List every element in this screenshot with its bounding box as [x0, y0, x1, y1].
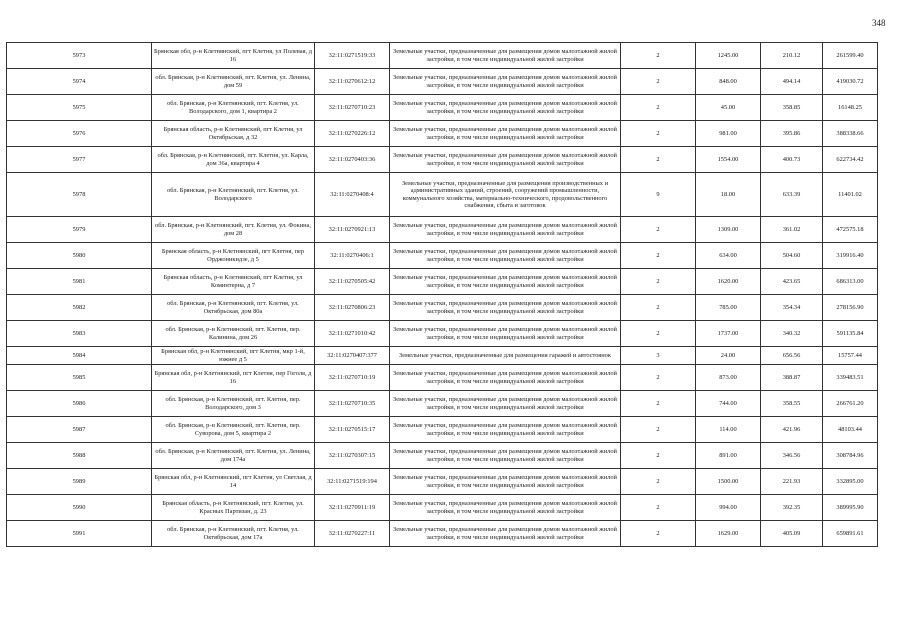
area-cell: 744.00: [696, 391, 761, 417]
cadastral-number-cell: 32:11:0270911:19: [315, 495, 390, 521]
area-cell: 18.00: [696, 173, 761, 217]
cadastral-number-cell: 32:11:0270407:377: [315, 347, 390, 365]
group-code-cell: 2: [621, 147, 696, 173]
cadastral-number-cell: 32:11:0271519:194: [315, 469, 390, 495]
area-cell: 891.00: [696, 443, 761, 469]
area-cell: 24.00: [696, 347, 761, 365]
specific-value-cell: 340.32: [761, 321, 823, 347]
specific-value-cell: 423.65: [761, 269, 823, 295]
row-number: 5982: [7, 295, 152, 321]
group-code-cell: 2: [621, 365, 696, 391]
row-number: 5975: [7, 95, 152, 121]
table-row: [7, 495, 878, 521]
cadastral-number-cell: 32:11:0271519:33: [315, 43, 390, 69]
specific-value-cell: 361.02: [761, 217, 823, 243]
group-code-cell: 2: [621, 43, 696, 69]
address-cell: обл. Брянская, р-н Клетнянский, пгт. Клетня, пер. Калинина, дом 26: [152, 321, 315, 347]
table-row: [7, 147, 878, 173]
group-code-cell: 2: [621, 417, 696, 443]
land-purpose-cell: Земельные участки, предназначенные для размещения домов малоэтажной жилой застройки, в том числе индивидуальной жилой застройки: [390, 95, 621, 121]
cadastral-value-cell: 419030.72: [823, 69, 878, 95]
cadastral-value-cell: 591135.84: [823, 321, 878, 347]
specific-value-cell: 494.14: [761, 69, 823, 95]
land-purpose-cell: Земельные участки, предназначенные для размещения домов малоэтажной жилой застройки, в том числе индивидуальной жилой застройки: [390, 295, 621, 321]
area-cell: 785.00: [696, 295, 761, 321]
specific-value-cell: 210.12: [761, 43, 823, 69]
area-cell: 1737.00: [696, 321, 761, 347]
cadastral-number-cell: 32:11:0271010:42: [315, 321, 390, 347]
cadastral-value-cell: 339483.51: [823, 365, 878, 391]
table-row: [7, 295, 878, 321]
table-row: [7, 217, 878, 243]
table-row: [7, 391, 878, 417]
area-cell: 45.00: [696, 95, 761, 121]
land-purpose-cell: Земельные участки, предназначенные для размещения домов малоэтажной жилой застройки, в том числе индивидуальной жилой застройки: [390, 495, 621, 521]
row-number: 5984: [7, 347, 152, 365]
cadastral-number-cell: 32:11:0270307:15: [315, 443, 390, 469]
cadastral-number-cell: 32:11:0270403:36: [315, 147, 390, 173]
row-number: 5985: [7, 365, 152, 391]
area-cell: 981.00: [696, 121, 761, 147]
cadastral-value-cell: 308784.96: [823, 443, 878, 469]
cadastral-value-cell: 16148.25: [823, 95, 878, 121]
group-code-cell: 2: [621, 95, 696, 121]
specific-value-cell: 388.87: [761, 365, 823, 391]
group-code-cell: 3: [621, 347, 696, 365]
row-number: 5974: [7, 69, 152, 95]
row-number: 5977: [7, 147, 152, 173]
table-row: [7, 417, 878, 443]
area-cell: 1309.00: [696, 217, 761, 243]
cadastral-value-cell: 389995.90: [823, 495, 878, 521]
land-purpose-cell: Земельные участки, предназначенные для размещения домов малоэтажной жилой застройки, в том числе индивидуальной жилой застройки: [390, 391, 621, 417]
table-row: [7, 69, 878, 95]
specific-value-cell: 354.34: [761, 295, 823, 321]
specific-value-cell: 405.09: [761, 521, 823, 547]
table-row: [7, 469, 878, 495]
table-row: [7, 43, 878, 69]
group-code-cell: 2: [621, 443, 696, 469]
registry-body: [7, 43, 878, 547]
land-purpose-cell: Земельные участки, предназначенные для размещения домов малоэтажной жилой застройки, в том числе индивидуальной жилой застройки: [390, 217, 621, 243]
cadastral-value-cell: 319916.40: [823, 243, 878, 269]
cadastral-number-cell: 32:11:0270612:12: [315, 69, 390, 95]
cadastral-value-cell: 48103.44: [823, 417, 878, 443]
address-cell: Брянская область, р-н Клетнянский, пгт. Клетня, ул. Красных Партизан, д. 23: [152, 495, 315, 521]
land-purpose-cell: Земельные участки, предназначенные для размещения домов малоэтажной жилой застройки, в том числе индивидуальной жилой застройки: [390, 43, 621, 69]
address-cell: обл. Брянская, р-н Клетнянский, пгт. Клетня, ул. Володарского: [152, 173, 315, 217]
row-number: 5987: [7, 417, 152, 443]
cadastral-number-cell: 32:11:0270406:1: [315, 243, 390, 269]
table-row: [7, 121, 878, 147]
address-cell: обл. Брянская, р-н Клетнянский, пгт. Клетня, ул. Володарского, дом 1, квартира 2: [152, 95, 315, 121]
land-purpose-cell: Земельные участки, предназначенные для размещения домов малоэтажной жилой застройки, в том числе индивидуальной жилой застройки: [390, 269, 621, 295]
area-cell: 1500.00: [696, 469, 761, 495]
address-cell: Брянская область, р-н Клетнянский, пгт Клетня, пер Орджоникидзе, д 5: [152, 243, 315, 269]
address-cell: обл. Брянская, р-н Клетнянский, пгт. Клетня, ул. Октябрьская, дом 17а: [152, 521, 315, 547]
group-code-cell: 2: [621, 121, 696, 147]
area-cell: 1554.00: [696, 147, 761, 173]
cadastral-value-cell: 261599.40: [823, 43, 878, 69]
specific-value-cell: 392.35: [761, 495, 823, 521]
group-code-cell: 2: [621, 469, 696, 495]
address-cell: обл. Брянская, р-н Клетнянский, пгт. Клетня, ул. Фокина, дом 28: [152, 217, 315, 243]
cadastral-number-cell: 32:11:0270515:17: [315, 417, 390, 443]
table-row: [7, 347, 878, 365]
address-cell: обл. Брянская, р-н Клетнянский, пгт. Клетня, ул. Карла, дом 36а, квартира 4: [152, 147, 315, 173]
group-code-cell: 2: [621, 243, 696, 269]
row-number: 5989: [7, 469, 152, 495]
cadastral-value-cell: 11401.02: [823, 173, 878, 217]
group-code-cell: 2: [621, 269, 696, 295]
row-number: 5990: [7, 495, 152, 521]
table-row: [7, 521, 878, 547]
specific-value-cell: 421.96: [761, 417, 823, 443]
address-cell: обл. Брянская, р-н Клетнянский, пгт. Клетня, ул. Ленина, дом 59: [152, 69, 315, 95]
table-row: [7, 269, 878, 295]
group-code-cell: 2: [621, 69, 696, 95]
address-cell: Брянская обл, р-н Клетнянский, пгт Клетня, ул Светлая, д 14: [152, 469, 315, 495]
address-cell: обл. Брянская, р-н Клетнянский, пгт. Клетня, ул. Ленина, дом 174а: [152, 443, 315, 469]
table-row: [7, 95, 878, 121]
area-cell: 873.00: [696, 365, 761, 391]
cadastral-value-cell: 686313.00: [823, 269, 878, 295]
land-purpose-cell: Земельные участки, предназначенные для размещения производственных и административных зданий, строений, сооружений промышленности, коммунального хозяйства, материально-технического, продовольственного снабжения, сбыта и заготовок: [390, 173, 621, 217]
land-purpose-cell: Земельные участки, предназначенные для размещения домов малоэтажной жилой застройки, в том числе индивидуальной жилой застройки: [390, 365, 621, 391]
row-number: 5978: [7, 173, 152, 217]
land-registry-table: [6, 42, 878, 547]
area-cell: 994.00: [696, 495, 761, 521]
row-number: 5991: [7, 521, 152, 547]
row-number: 5981: [7, 269, 152, 295]
cadastral-value-cell: 472575.18: [823, 217, 878, 243]
area-cell: 1245.00: [696, 43, 761, 69]
table-row: [7, 243, 878, 269]
cadastral-value-cell: 278156.90: [823, 295, 878, 321]
address-cell: Брянская обл, р-н Клетнянский, пгт Клетня, мкр 1-й, южнее д 5: [152, 347, 315, 365]
land-purpose-cell: Земельные участки, предназначенные для размещения домов малоэтажной жилой застройки, в том числе индивидуальной жилой застройки: [390, 321, 621, 347]
specific-value-cell: 358.55: [761, 391, 823, 417]
row-number: 5986: [7, 391, 152, 417]
cadastral-number-cell: 32:11:0270710:35: [315, 391, 390, 417]
cadastral-number-cell: 32:11:0270921:13: [315, 217, 390, 243]
address-cell: обл. Брянская, р-н Клетнянский, пгт. Клетня, ул. Октябрьская, дом 80а: [152, 295, 315, 321]
cadastral-value-cell: 15757.44: [823, 347, 878, 365]
land-purpose-cell: Земельные участки, предназначенные для размещения домов малоэтажной жилой застройки, в том числе индивидуальной жилой застройки: [390, 417, 621, 443]
row-number: 5979: [7, 217, 152, 243]
land-purpose-cell: Земельные участки, предназначенные для размещения домов малоэтажной жилой застройки, в том числе индивидуальной жилой застройки: [390, 243, 621, 269]
address-cell: Брянская обл, р-н Клетнянский, пгт Клетня, пер Гоголя, д 16: [152, 365, 315, 391]
address-cell: Брянская обл, р-н Клетнянский, пгт Клетня, ул Полевая, д 16: [152, 43, 315, 69]
area-cell: 634.00: [696, 243, 761, 269]
address-cell: обл. Брянская, р-н Клетнянский, пгт. Клетня, пер. Володарского, дом 3: [152, 391, 315, 417]
row-number: 5988: [7, 443, 152, 469]
row-number: 5983: [7, 321, 152, 347]
group-code-cell: 9: [621, 173, 696, 217]
row-number: 5980: [7, 243, 152, 269]
specific-value-cell: 395.86: [761, 121, 823, 147]
land-purpose-cell: Земельные участки, предназначенные для размещения домов малоэтажной жилой застройки, в том числе индивидуальной жилой застройки: [390, 69, 621, 95]
group-code-cell: 2: [621, 321, 696, 347]
cadastral-number-cell: 32:11:0270710:19: [315, 365, 390, 391]
specific-value-cell: 400.73: [761, 147, 823, 173]
land-purpose-cell: Земельные участки, предназначенные для размещения гаражей и автостоянок: [390, 347, 621, 365]
table-row: [7, 443, 878, 469]
area-cell: 1629.00: [696, 521, 761, 547]
cadastral-number-cell: 32:11:0270710:23: [315, 95, 390, 121]
area-cell: 114.00: [696, 417, 761, 443]
specific-value-cell: 633.39: [761, 173, 823, 217]
specific-value-cell: 346.56: [761, 443, 823, 469]
land-purpose-cell: Земельные участки, предназначенные для размещения домов малоэтажной жилой застройки, в том числе индивидуальной жилой застройки: [390, 121, 621, 147]
table-row: [7, 321, 878, 347]
cadastral-value-cell: 266761.20: [823, 391, 878, 417]
cadastral-value-cell: 332895.00: [823, 469, 878, 495]
group-code-cell: 2: [621, 521, 696, 547]
specific-value-cell: 358.85: [761, 95, 823, 121]
cadastral-number-cell: 32:11:0270227:11: [315, 521, 390, 547]
cadastral-number-cell: 32:11:0270408:4: [315, 173, 390, 217]
land-purpose-cell: Земельные участки, предназначенные для размещения домов малоэтажной жилой застройки, в том числе индивидуальной жилой застройки: [390, 469, 621, 495]
row-number: 5976: [7, 121, 152, 147]
page-number: 348: [872, 18, 886, 28]
address-cell: Брянская область, р-н Клетнянский, пгт Клетня, ул Коминтерна, д 7: [152, 269, 315, 295]
cadastral-value-cell: 659891.61: [823, 521, 878, 547]
cadastral-number-cell: 32:11:0270505:42: [315, 269, 390, 295]
group-code-cell: 2: [621, 391, 696, 417]
cadastral-number-cell: 32:11:0270226:12: [315, 121, 390, 147]
row-number: 5973: [7, 43, 152, 69]
specific-value-cell: 504.60: [761, 243, 823, 269]
specific-value-cell: 656.56: [761, 347, 823, 365]
specific-value-cell: 221.93: [761, 469, 823, 495]
area-cell: 1620.00: [696, 269, 761, 295]
group-code-cell: 2: [621, 495, 696, 521]
land-purpose-cell: Земельные участки, предназначенные для размещения домов малоэтажной жилой застройки, в том числе индивидуальной жилой застройки: [390, 147, 621, 173]
table-row: [7, 173, 878, 217]
address-cell: обл. Брянская, р-н Клетнянский, пгт. Клетня, пер. Суворова, дом 5, квартира 2: [152, 417, 315, 443]
group-code-cell: 2: [621, 295, 696, 321]
table-row: [7, 365, 878, 391]
address-cell: Брянская область, р-н Клетнянский, пгт Клетня, ул Октябрьская, д 32: [152, 121, 315, 147]
land-purpose-cell: Земельные участки, предназначенные для размещения домов малоэтажной жилой застройки, в том числе индивидуальной жилой застройки: [390, 521, 621, 547]
cadastral-value-cell: 388338.66: [823, 121, 878, 147]
land-purpose-cell: Земельные участки, предназначенные для размещения домов малоэтажной жилой застройки, в том числе индивидуальной жилой застройки: [390, 443, 621, 469]
cadastral-value-cell: 622734.42: [823, 147, 878, 173]
cadastral-number-cell: 32:11:0270806:23: [315, 295, 390, 321]
group-code-cell: 2: [621, 217, 696, 243]
area-cell: 848.00: [696, 69, 761, 95]
